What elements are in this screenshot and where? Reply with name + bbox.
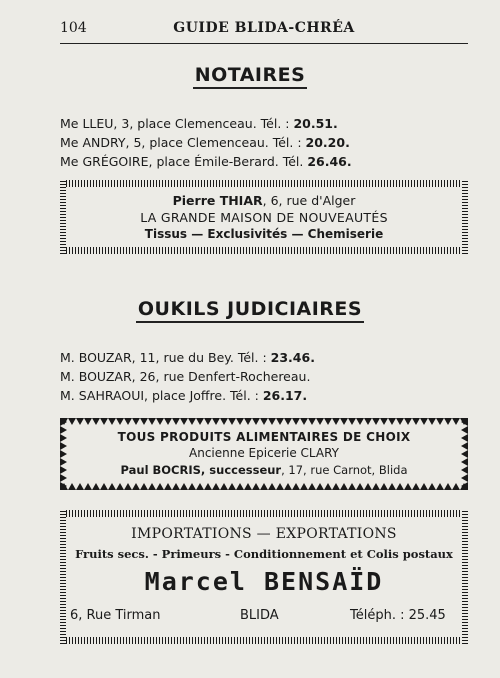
advertisement-bensaid — [60, 510, 468, 644]
ad-merchant-name: Marcel BENSAÏD — [144, 567, 384, 596]
list-item: Me LLEU, 3, place Clemenceau. Tél. : 20.51. — [60, 116, 338, 131]
notaires-list — [60, 114, 480, 171]
ad-line: IMPORTATIONS — EXPORTATIONS — [131, 526, 397, 542]
list-item: Me ANDRY, 5, place Clemenceau. Tél. : 20.20. — [60, 135, 350, 150]
ad-line: Fruits secs. - Primeurs - Conditionnement et Colis postaux — [75, 547, 453, 561]
advertisement-thiar — [60, 180, 468, 254]
ad-line: Pierre THIAR, 6, rue d'Alger — [172, 193, 356, 208]
ad-line: TOUS PRODUITS ALIMENTAIRES DE CHOIX — [117, 430, 411, 444]
list-item: M. BOUZAR, 26, rue Denfert-Rochereau. — [60, 369, 311, 384]
list-item: Me GRÉGOIRE, place Émile-Berard. Tél. 26.46. — [60, 154, 352, 169]
page-number: 104 — [60, 20, 87, 36]
ad-phone: Téléph. : 25.45 — [350, 608, 446, 623]
list-item: M. BOUZAR, 11, rue du Bey. Tél. : 23.46. — [60, 350, 315, 365]
page-header — [60, 18, 468, 44]
ad-line: Tissus — Exclusivités — Chemiserie — [144, 227, 384, 241]
ad-line: Ancienne Epicerie CLARY — [189, 446, 339, 460]
list-item: M. SAHRAOUI, place Joffre. Tél. : 26.17. — [60, 388, 308, 403]
advertisement-bocris — [60, 418, 468, 490]
ad-line: Paul BOCRIS, successeur, 17, rue Carnot, Blida — [120, 463, 408, 477]
section-title-oukils: OUKILS JUDICIAIRES — [0, 298, 500, 320]
running-title: GUIDE BLIDA-CHRÉA — [173, 20, 355, 36]
section-title-notaires: NOTAIRES — [0, 64, 500, 86]
ad-city: BLIDA — [240, 608, 279, 623]
ad-address: 6, Rue Tirman — [70, 608, 161, 623]
ad-line: LA GRANDE MAISON DE NOUVEAUTÉS — [140, 210, 388, 225]
oukils-list — [60, 348, 480, 405]
